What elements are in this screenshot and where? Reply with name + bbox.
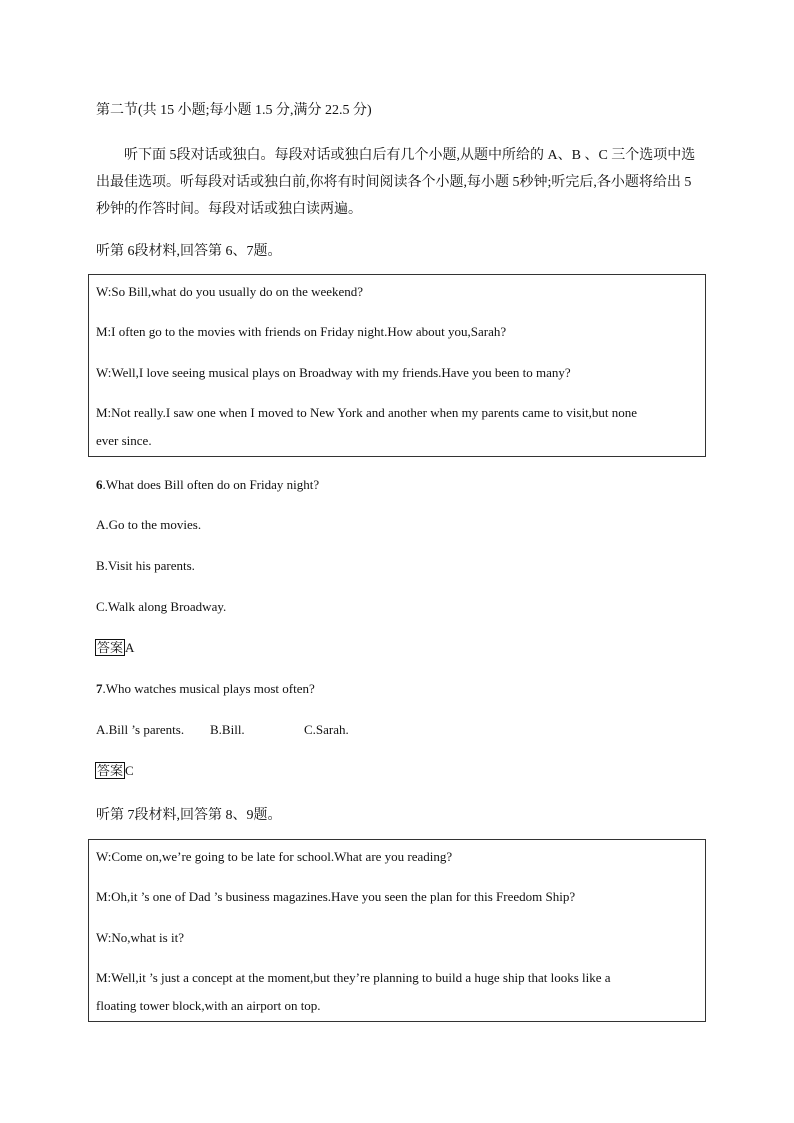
answer-value: A [125, 640, 135, 655]
transcript-line: floating tower block,with an airport on top. [96, 998, 321, 1013]
answer-label: 答案 [97, 763, 124, 778]
transcript-line: M:Not really.I saw one when I moved to New York and another when my parents came to visit,but none [96, 405, 638, 420]
q6-option-c: C.Walk along Broadway. [96, 599, 227, 614]
q7-option-c: C.Sarah. [304, 722, 349, 737]
q7-option-b: B.Bill. [210, 722, 245, 737]
transcript-line: W:No,what is it? [96, 930, 184, 945]
question-7 [96, 681, 315, 697]
q6-option-a: A.Go to the movies. [96, 517, 202, 532]
transcript-line: W:Well,I love seeing musical plays on Broadway with my friends.Have you been to many? [96, 365, 571, 380]
q7-answer [95, 762, 134, 779]
q7-option-a: A.Bill ’s parents. [96, 722, 185, 737]
transcript-line: M:Oh,it ’s one of Dad ’s business magazines.Have you seen the plan for this Freedom Ship? [96, 889, 576, 904]
answer-label: 答案 [97, 640, 124, 655]
question-number: 7 [96, 681, 103, 696]
transcript-line: M:I often go to the movies with friends on Friday night.How about you,Sarah? [96, 324, 507, 339]
answer-value: C [125, 763, 134, 778]
q6-answer [95, 639, 134, 656]
transcript-line: M:Well,it ’s just a concept at the moment,but they’re planning to build a huge ship that looks like a [96, 970, 611, 985]
material6-heading: 听第 6段材料,回答第 6、7题。 [96, 244, 282, 259]
question-number: 6 [96, 477, 103, 492]
transcript-line: W:So Bill,what do you usually do on the weekend? [96, 284, 364, 299]
question-6 [96, 477, 319, 493]
question-text: .Who watches musical plays most often? [102, 681, 315, 696]
section-title: 第二节(共 15 小题;每小题 1.5 分,满分 22.5 分) [96, 103, 372, 118]
q6-option-b: B.Visit his parents. [96, 558, 195, 573]
material7-transcript-box [88, 839, 706, 1022]
instructions-line-2: 出最佳选项。听每段对话或独白前,你将有时间阅读各个小题,每小题 5秒钟;听完后,各小题将给出 5 [96, 175, 692, 190]
question-text: .What does Bill often do on Friday night? [102, 477, 320, 492]
instructions-line-3: 秒钟的作答时间。每段对话或独白读两遍。 [96, 202, 362, 217]
instructions-line-1: 听下面 5段对话或独白。每段对话或独白后有几个小题,从题中所给的 A、B 、C 三个选项中选 [124, 148, 696, 163]
transcript-line: ever since. [96, 433, 152, 448]
material7-heading: 听第 7段材料,回答第 8、9题。 [96, 808, 282, 823]
material6-transcript-box [88, 274, 706, 457]
transcript-line: W:Come on,we’re going to be late for school.What are you reading? [96, 849, 453, 864]
